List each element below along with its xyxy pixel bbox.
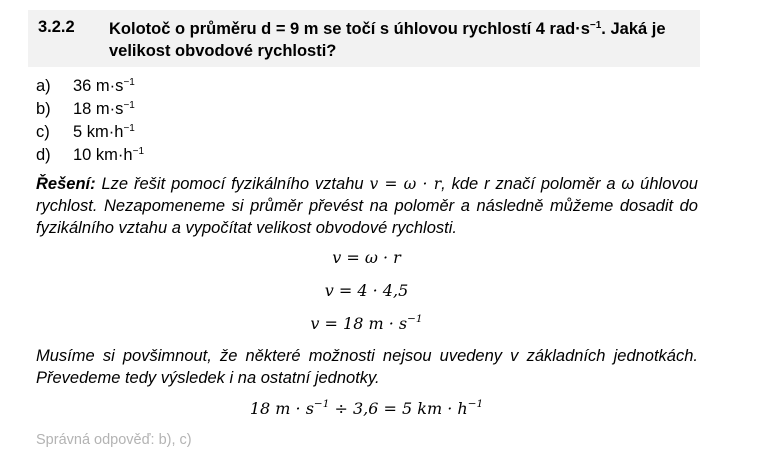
- option-value: 36 m·s: [73, 77, 124, 95]
- solution-text-a: Lze řešit pomocí fyzikálního vztahu: [95, 175, 370, 193]
- option-letter: d): [36, 146, 51, 164]
- option-value: 10 km·h: [73, 146, 133, 164]
- question-box: [28, 10, 700, 67]
- option-value: 5 km·h: [73, 123, 124, 141]
- option-b: [36, 98, 144, 121]
- option-d: [36, 144, 144, 167]
- option-letter: c): [36, 123, 50, 141]
- note-paragraph: Musíme si povšimnout, že některé možnosti nejsou uvedeny v základních jednotkách. Převedeme tedy výsledek i na ostatní jednotky.: [36, 347, 698, 387]
- equation-3-main: v = 18 m · s: [310, 314, 408, 333]
- option-exponent: −1: [123, 123, 135, 134]
- conversion-part1: 18 m · s: [249, 399, 314, 418]
- solution-inline-formula: v = ω · r: [369, 175, 442, 193]
- option-value: 18 m·s: [73, 100, 124, 118]
- equation-2: v = 4 · 4,5: [324, 281, 409, 300]
- solution-paragraph: [36, 173, 698, 239]
- conversion-exponent-2: −1: [467, 398, 484, 410]
- conversion-part2: ÷ 3,6 = 5 km · h: [329, 399, 468, 418]
- option-a: [36, 75, 144, 98]
- question-text-part1: Kolotoč o průměru d = 9 m se točí s úhlovou rychlostí 4 rad·s: [109, 20, 590, 38]
- equation-3-exponent: −1: [407, 313, 423, 325]
- option-exponent: −1: [132, 146, 145, 157]
- conversion-equation: [0, 399, 733, 418]
- question-text-part2: . Jaká je velikost obvodové rychlosti?: [109, 20, 666, 60]
- question-number: 3.2.2: [38, 18, 75, 36]
- answer-options: [36, 75, 144, 167]
- question-text: [109, 18, 694, 62]
- option-letter: a): [36, 77, 51, 95]
- option-exponent: −1: [123, 100, 135, 111]
- question-text-exponent: −1: [589, 20, 602, 31]
- solution-label: Řešení:: [36, 175, 96, 193]
- equation-3: [0, 314, 733, 333]
- option-exponent: −1: [123, 77, 135, 88]
- option-letter: b): [36, 100, 51, 118]
- solution-text-b: , kde r značí poloměr a ω úhlovou rychlost. Nezapomeneme si průměr převést na poloměr a následně můžeme dosadit do fyzikálního vztahu a vypočítat velikost obvodové rychlosti.: [36, 175, 698, 237]
- option-c: [36, 121, 144, 144]
- correct-answer: Správná odpověď: b), c): [36, 432, 192, 448]
- conversion-exponent-1: −1: [313, 398, 330, 410]
- equation-1: v = ω · r: [332, 248, 401, 267]
